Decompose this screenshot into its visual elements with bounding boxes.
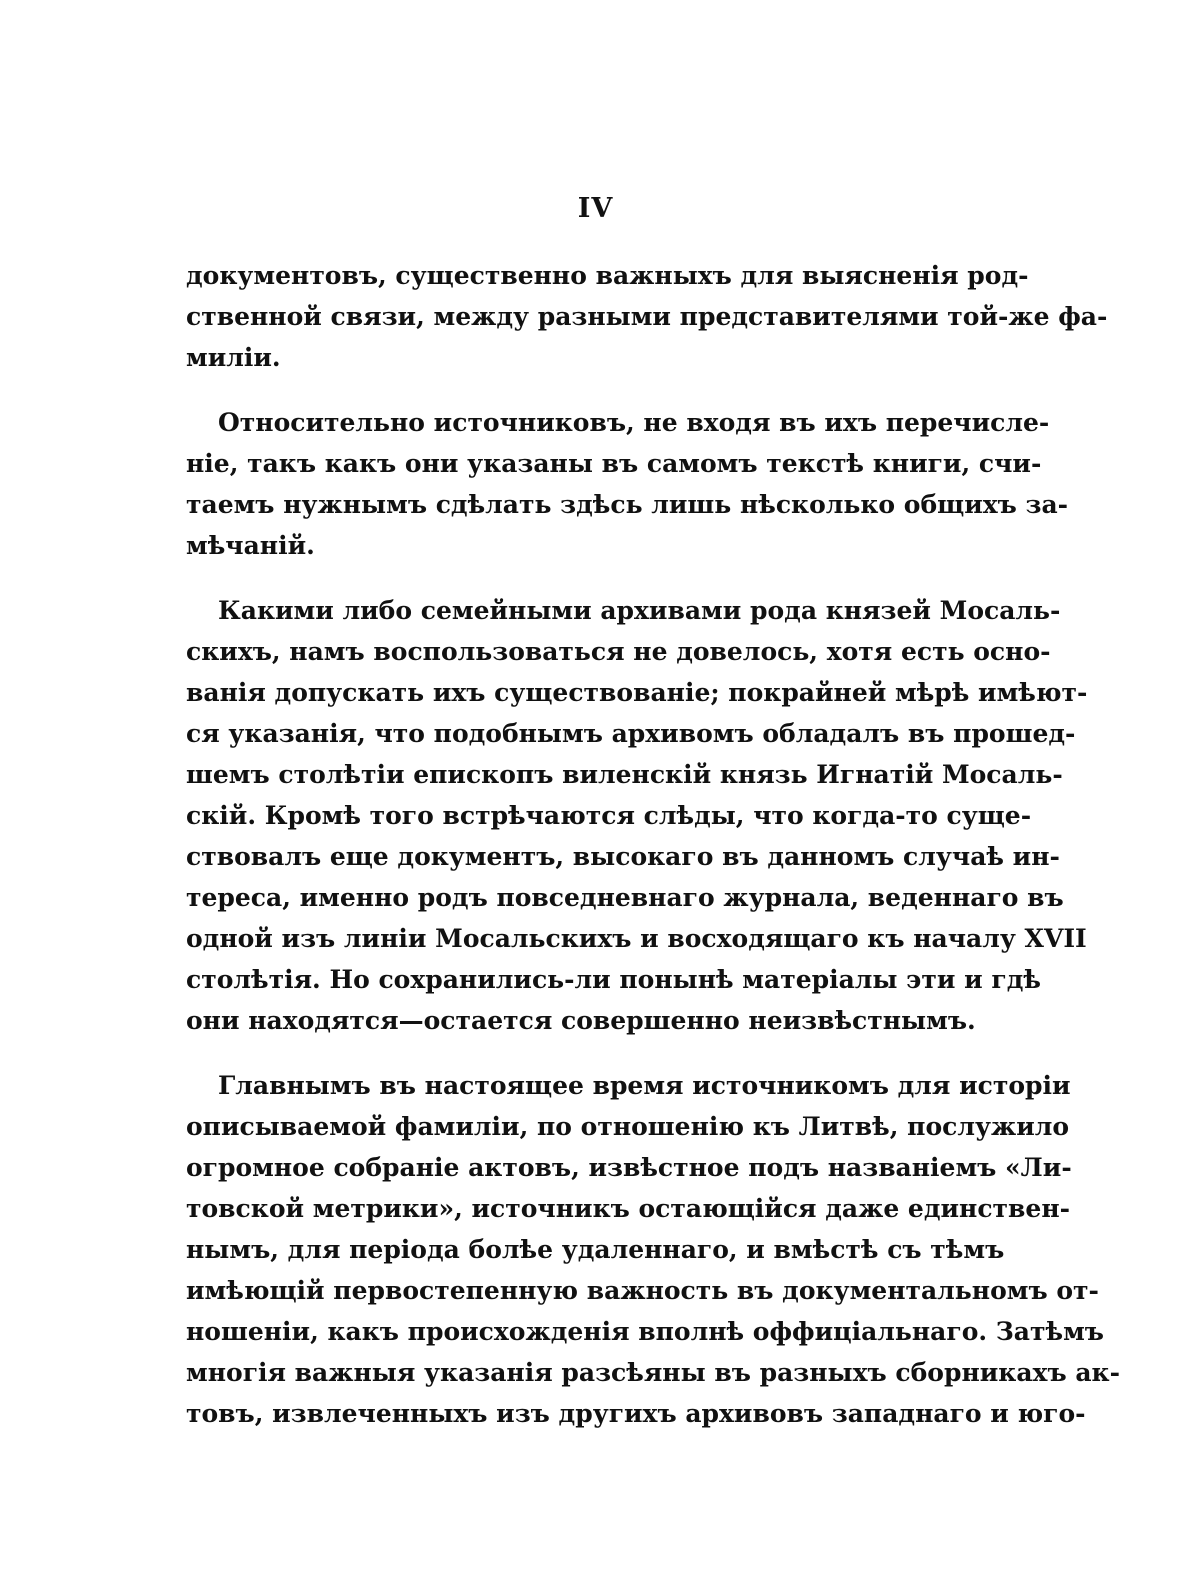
text-line: Какими либо семейными архивами рода князей Мосаль-	[218, 596, 1061, 625]
text-line: документовъ, существенно важныхъ для выясненія род-	[186, 261, 1029, 290]
text-line: ніе, такъ какъ они указаны въ самомъ текстѣ книги, счи-	[186, 449, 1042, 478]
text-line: скихъ, намъ воспользоваться не довелось, хотя есть осно-	[186, 637, 1051, 666]
text-line: ственной связи, между разными представителями той-же фа-	[186, 302, 1108, 331]
text-line: многія важныя указанія разсѣяны въ разныхъ сборникахъ ак-	[186, 1358, 1120, 1387]
text-line: товской метрики», источникъ остающійся даже единствен-	[186, 1194, 1070, 1223]
text-line: ношеніи, какъ происхожденія вполнѣ оффиціальнаго. Затѣмъ	[186, 1317, 1104, 1346]
text-line: нымъ, для періода болѣе удаленнаго, и вмѣстѣ съ тѣмъ	[186, 1235, 1005, 1264]
text-line: миліи.	[186, 343, 281, 372]
text-line: Относительно источниковъ, не входя въ ихъ перечисле-	[218, 408, 1050, 437]
text-line: ствовалъ еще документъ, высокаго въ данномъ случаѣ ин-	[186, 842, 1060, 871]
text-line: ся указанія, что подобнымъ архивомъ обладалъ въ прошед-	[186, 719, 1076, 748]
text-line: ванія допускать ихъ существованіе; покрайней мѣрѣ имѣют-	[186, 678, 1088, 707]
paragraph	[186, 1065, 1120, 1434]
text-line: тереса, именно родъ повседневнаго журнала, веденнаго въ	[186, 883, 1064, 912]
body-text	[186, 255, 1120, 1434]
text-line: огромное собраніе актовъ, извѣстное подъ названіемъ «Ли-	[186, 1153, 1072, 1182]
text-line: скій. Кромѣ того встрѣчаются слѣды, что когда-то суще-	[186, 801, 1032, 830]
text-line: они находятся—остается совершенно неизвѣстнымъ.	[186, 1006, 976, 1035]
paragraph	[186, 402, 1069, 566]
paragraph	[186, 255, 1108, 378]
text-line: имѣющій первостепенную важность въ документальномъ от-	[186, 1276, 1099, 1305]
text-line: Главнымъ въ настоящее время источникомъ для исторіи	[218, 1071, 1071, 1100]
text-line: столѣтія. Но сохранились-ли понынѣ матеріалы эти и гдѣ	[186, 965, 1041, 994]
text-line: мѣчаній.	[186, 531, 315, 560]
page-number: IV	[577, 193, 614, 224]
text-line: шемъ столѣтіи епископъ виленскій князь Игнатій Мосаль-	[186, 760, 1063, 789]
text-line: одной изъ линіи Мосальскихъ и восходящаго къ началу XVII	[186, 924, 1087, 953]
text-line: товъ, извлеченныхъ изъ другихъ архивовъ западнаго и юго-	[186, 1399, 1086, 1428]
text-line: описываемой фамиліи, по отношенію къ Литвѣ, послужило	[186, 1112, 1070, 1141]
text-line: таемъ нужнымъ сдѣлать здѣсь лишь нѣсколько общихъ за-	[186, 490, 1069, 519]
paragraph	[186, 590, 1088, 1041]
